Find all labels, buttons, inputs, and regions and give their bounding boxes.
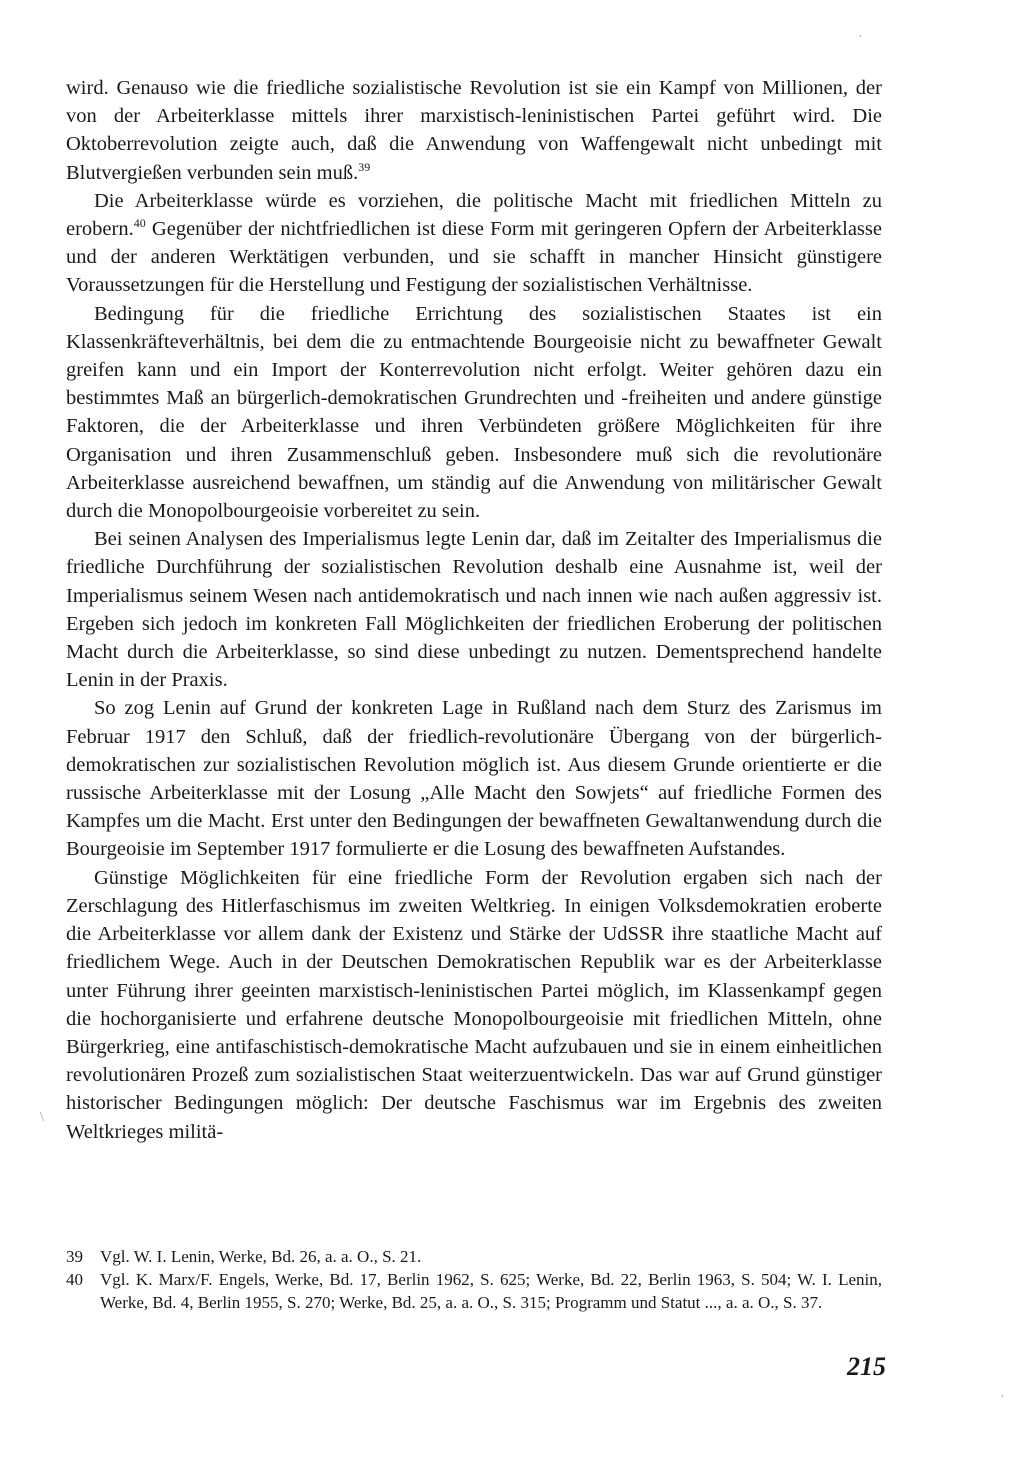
scan-speck: ·: [858, 30, 863, 45]
paragraph-text: wird. Genauso wie die friedliche sozialistische Revolution ist sie ein Kampf von Millionen, der von der Arbeiterklasse mittels ihrer marxistisch-leninistischen Partei geführt wird. Die Oktoberrevolution zeigte auch, daß die Anwendung von Waffengewalt nicht unbedingt mit Blutvergießen verbunden sein muß.: [66, 77, 882, 184]
footnotes: [66, 1245, 882, 1314]
paragraph: Bedingung für die friedliche Errichtung des sozialistischen Staates ist ein Klassenkräfteverhältnis, bei dem die zu entmachtende Bourgeoisie nicht zu bewaffneter Gewalt greifen kann und ein Import der Konterrevolution nicht erfolgt. Weiter gehören dazu ein bestimmtes Maß an bürgerlich-demokratischen Grundrechten und -freiheiten und andere günstige Faktoren, die der Arbeiterklasse und ihren Verbündeten größere Möglichkeiten für ihre Organisation und ihren Zusammenschluß geben. Insbesondere muß sich die revolutionäre Arbeiterklasse ausreichend bewaffnen, um ständig auf die Anwendung von militärischer Gewalt durch die Monopolbourgeoisie vorbereitet zu sein.: [66, 302, 882, 523]
scan-speck: ·: [1000, 1390, 1005, 1405]
footnote-number: 40: [66, 1270, 83, 1289]
footnote: [66, 1245, 882, 1268]
footnote-text: Vgl. K. Marx/F. Engels, Werke, Bd. 17, Berlin 1962, S. 625; Werke, Bd. 22, Berlin 1963, S. 504; W. I. Lenin, Werke, Bd. 4, Berlin 1955, S. 270; Werke, Bd. 25, a. a. O., S. 315; Programm und Statut ..., a. a. O., S. 37.: [100, 1270, 882, 1312]
paragraph: So zog Lenin auf Grund der konkreten Lage in Rußland nach dem Sturz des Zarismus im Februar 1917 den Schluß, daß der friedlich-revolutionäre Übergang von der bürgerlich-demokratischen zur sozialistischen Revolution möglich ist. Aus diesem Grunde orientierte er die russische Arbeiterklasse mit der Losung „Alle Macht den Sowjets“ auf friedliche Formen des Kampfes um die Macht. Erst unter den Bedingungen der bewaffneten Gewaltanwendung durch die Bourgeoisie im September 1917 formulierte er die Losung des bewaffneten Aufstandes.: [66, 697, 882, 861]
footnote-text: Vgl. W. I. Lenin, Werke, Bd. 26, a. a. O., S. 21.: [100, 1247, 422, 1266]
scan-speck: \: [40, 1110, 44, 1125]
paragraph-text: Gegenüber der nichtfriedlichen ist diese Form mit geringeren Opfern der Arbeiterklasse und der anderen Werktätigen verbunden, und sie schafft in mancher Hinsicht günstigere Voraussetzungen für die Herstellung und Festigung der sozialistischen Verhältnisse.: [66, 218, 882, 297]
paragraph: Günstige Möglichkeiten für eine friedliche Form der Revolution ergaben sich nach der Zerschlagung des Hitlerfaschismus im zweiten Weltkrieg. In einigen Volksdemokratien eroberte die Arbeiterklasse vor allem dank der Existenz und Stärke der UdSSR ihre staatliche Macht auf friedlichem Wege. Auch in der Deutschen Demokratischen Republik war es der Arbeiterklasse unter Führung ihrer geeinten marxistisch-leninistischen Partei möglich, im Klassenkampf gegen die hochorganisierte und erfahrene deutsche Monopolbourgeoisie mit friedlichen Mitteln, ohne Bürgerkrieg, eine antifaschistisch-demokratische Macht aufzubauen und sie in einem einheitlichen revolutionären Prozeß zum sozialistischen Staat weiterzuentwickeln. Das war auf Grund günstiger historischer Bedingungen möglich: Der deutsche Faschismus war im Ergebnis des zweiten Weltkrieges militä-: [66, 866, 882, 1143]
paragraph-text: Die Arbeiterklasse würde es vorziehen, die politische Macht mit friedlichen Mitteln zu erobern.: [66, 189, 882, 241]
body-text: [66, 74, 882, 1146]
footnote: [66, 1268, 882, 1314]
paragraph: [66, 187, 882, 300]
footnote-reference[interactable]: 40: [133, 216, 146, 231]
footnote-number: 39: [66, 1247, 83, 1266]
paragraph: [66, 74, 882, 187]
footnote-reference[interactable]: 39: [358, 159, 371, 174]
page-number: 215: [847, 1352, 886, 1381]
paragraph: Bei seinen Analysen des Imperialismus legte Lenin dar, daß im Zeitalter des Imperialismus die friedliche Durchführung der sozialistischen Revolution deshalb eine Ausnahme ist, weil der Imperialismus seinem Wesen nach antidemokratisch und nach innen wie nach außen aggressiv ist. Ergeben sich jedoch im konkreten Fall Möglichkeiten der friedlichen Eroberung der politischen Macht durch die Arbeiterklasse, so sind diese unbedingt zu nutzen. Dementsprechend handelte Lenin in der Praxis.: [66, 528, 882, 692]
